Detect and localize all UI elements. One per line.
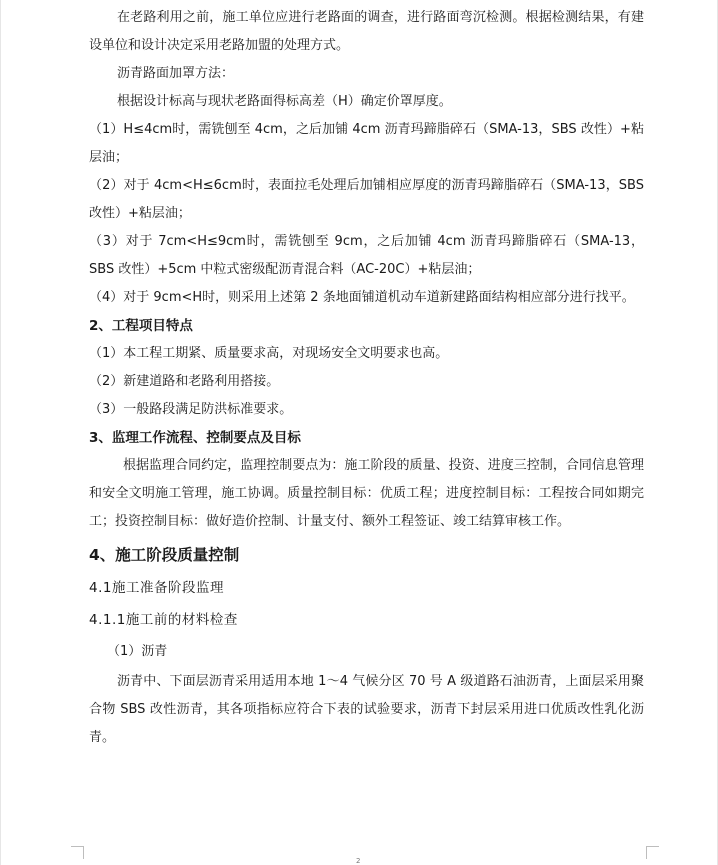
paragraph-case-2: （2）对于 4cm<H≤6cm时，表面拉毛处理后加铺相应厚度的沥青玛蹄脂碎石（SMA-13，SBS 改性）+粘层油； <box>89 178 644 221</box>
section-4-body: 沥青中、下面层沥青采用适用本地 1～4 气候分区 70 号 A 级道路石油沥青，上面层采用聚合物 SBS 改性沥青，其各项指标应符合下表的试验要求，沥青下封层采用进口优质改性乳化沥青。 <box>89 674 644 745</box>
section-4-1-heading: 4.1施工准备阶段监理 <box>89 580 224 596</box>
section-2-item-1: （1）本工程工期紧、质量要求高，对现场安全文明要求也高。 <box>89 346 449 361</box>
section-4-1-1-heading: 4.1.1施工前的材料检查 <box>89 612 238 628</box>
section-3-body: 根据监理合同约定，监理控制要点为：施工阶段的质量、投资、进度三控制，合同信息管理和安全文明施工管理，施工协调。质量控制目标：优质工程；进度控制目标：工程按合同如期完工；投资控制目标：做好造价控制、计量支付、额外工程签证、竣工结算审核工作。 <box>89 458 644 529</box>
section-4-heading: 4、施工阶段质量控制 <box>89 546 240 564</box>
section-3-heading: 3、监理工作流程、控制要点及目标 <box>89 430 301 446</box>
section-2-item-2: （2）新建道路和老路利用搭接。 <box>89 374 280 389</box>
paragraph-case-3: （3）对于 7cm<H≤9cm时，需铣刨至 9cm，之后加铺 4cm 沥青玛蹄脂碎石（SMA-13，SBS 改性）+5cm 中粒式密级配沥青混合料（AC-20C）+粘层油； <box>89 234 644 277</box>
paragraph-case-4: （4）对于 9cm<H时，则采用上述第 2 条地面铺道机动车道新建路面结构相应部分进行找平。 <box>89 290 635 305</box>
section-2-heading: 2、工程项目特点 <box>89 318 193 334</box>
document-body <box>89 4 644 752</box>
paragraph-intro: 在老路利用之前，施工单位应进行老路面的调查，进行路面弯沉检测。根据检测结果，有建设单位和设计决定采用老路加盟的处理方式。 <box>89 10 644 53</box>
section-2-item-3: （3）一般路段满足防洪标准要求。 <box>89 402 293 417</box>
material-item-asphalt: （1）沥青 <box>107 644 168 659</box>
paragraph-method-title: 沥青路面加罩方法： <box>117 66 235 81</box>
page-corner-mark-left <box>71 846 84 859</box>
page-corner-mark-right <box>646 846 659 859</box>
page-number: 2 <box>356 857 361 865</box>
paragraph-case-1: （1）H≤4cm时，需铣刨至 4cm，之后加铺 4cm 沥青玛蹄脂碎石（SMA-13，SBS 改性）+粘层油； <box>89 122 644 165</box>
paragraph-method-desc: 根据设计标高与现状老路面得标高差（H）确定价罩厚度。 <box>117 94 452 109</box>
